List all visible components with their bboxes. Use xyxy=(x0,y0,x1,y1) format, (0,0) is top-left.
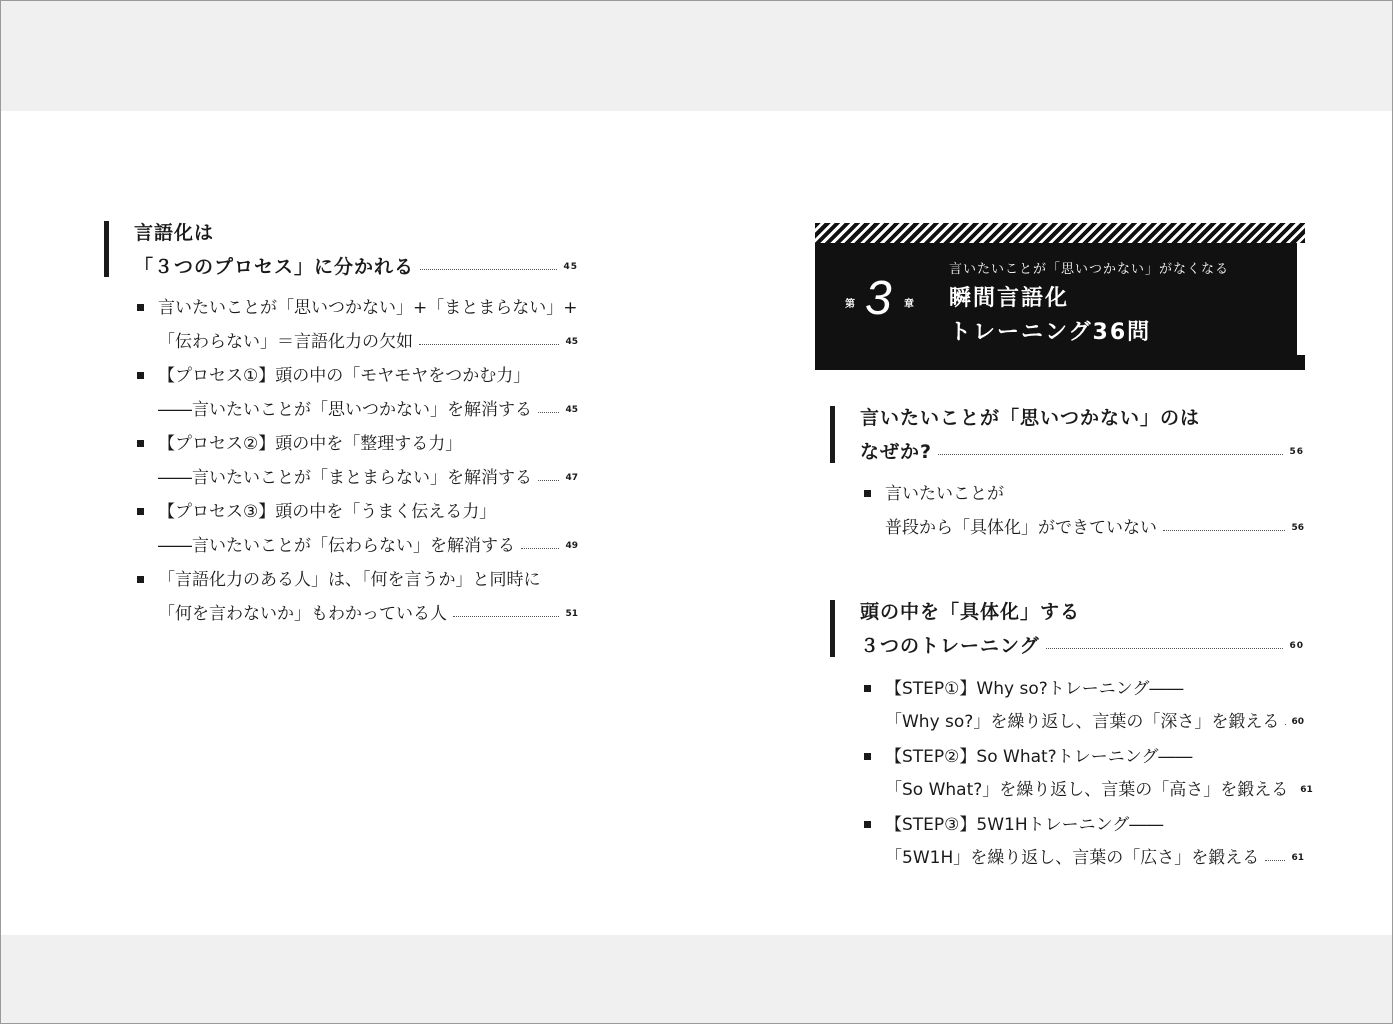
chapter-subtitle: 言いたいことが「思いつかない」がなくなる xyxy=(949,262,1230,277)
dot-leader xyxy=(420,269,557,270)
toc-item-line2 xyxy=(885,779,1313,801)
section-title-text: なぜか? xyxy=(860,441,933,463)
page-number: 56 xyxy=(1289,447,1304,457)
toc-item-line2 xyxy=(158,535,578,557)
toc-item-line1 xyxy=(158,569,578,591)
page-number: 45 xyxy=(565,405,578,415)
toc-item-text: 普段から「具体化」ができていない xyxy=(885,518,1157,538)
section-title-line2 xyxy=(860,634,1304,658)
section-title-line2 xyxy=(860,440,1304,464)
section-title-text: 「３つのプロセス」に分かれる xyxy=(134,256,415,278)
bullet-icon xyxy=(137,440,144,447)
chapter-header xyxy=(815,223,1305,370)
bullet-icon xyxy=(864,753,871,760)
toc-item-text: 【プロセス②】頭の中を「整理する力」 xyxy=(158,434,463,454)
page-number: 45 xyxy=(563,262,578,272)
page-number: 56 xyxy=(1291,523,1304,533)
toc-item-line1 xyxy=(885,814,1305,836)
toc-item-text: ――言いたいことが「まとまらない」を解消する xyxy=(158,468,532,488)
section-title-line2 xyxy=(134,255,578,279)
bullet-icon xyxy=(137,372,144,379)
toc-item-line2 xyxy=(158,331,578,353)
section-title-line1 xyxy=(860,600,1300,624)
page-number: 60 xyxy=(1289,641,1304,651)
chapter-title-line2: トレーニング36問 xyxy=(949,320,1152,345)
toc-item-line2 xyxy=(158,603,578,625)
toc-item-text: 「Why so?」を繰り返し、言葉の「深さ」を鍛える xyxy=(885,712,1280,732)
chapter-title-line1: 瞬間言語化 xyxy=(949,286,1070,311)
chapter-number: 3 xyxy=(865,272,892,325)
page-number: 51 xyxy=(565,609,578,619)
dot-leader xyxy=(1046,648,1284,649)
toc-item-line2 xyxy=(885,711,1304,733)
toc-item-line2 xyxy=(885,517,1304,539)
dot-leader xyxy=(938,454,1283,455)
section-title-text: 頭の中を「具体化」する xyxy=(860,601,1081,623)
page-number: 45 xyxy=(565,337,578,347)
bullet-icon xyxy=(864,685,871,692)
toc-item-text: 【プロセス①】頭の中の「モヤモヤをつかむ力」 xyxy=(158,366,531,386)
toc-item-text: ――言いたいことが「思いつかない」を解消する xyxy=(158,400,532,420)
bullet-icon xyxy=(137,304,144,311)
toc-item-line2 xyxy=(158,399,578,421)
toc-item-line1 xyxy=(158,433,578,455)
chapter-suffix: 章 xyxy=(904,299,914,310)
dot-leader xyxy=(1163,530,1285,531)
toc-item-line1 xyxy=(158,365,578,387)
section-title-line1 xyxy=(860,406,1300,430)
toc-item-text: 「5W1H」を繰り返し、言葉の「広さ」を鍛える xyxy=(885,848,1260,868)
toc-item-text: 「伝わらない」＝言語化力の欠如 xyxy=(158,332,413,352)
toc-item-text: 【プロセス③】頭の中を「うまく伝える力」 xyxy=(158,502,497,522)
toc-item-text: 【STEP②】So What?トレーニング―― xyxy=(885,747,1193,767)
section-title-line1 xyxy=(134,221,574,245)
bullet-icon xyxy=(137,508,144,515)
toc-item-line1 xyxy=(885,678,1305,700)
bullet-icon xyxy=(864,821,871,828)
page-number: 61 xyxy=(1291,853,1304,863)
hatch-pattern xyxy=(815,223,1305,243)
page-number: 47 xyxy=(565,473,578,483)
toc-item-text: 【STEP③】5W1Hトレーニング―― xyxy=(885,815,1164,835)
toc-item-text: 言いたいことが xyxy=(885,484,1004,504)
toc-item-line1 xyxy=(885,746,1305,768)
dot-leader xyxy=(538,480,559,481)
section-title-text: 言語化は xyxy=(134,222,215,244)
dot-leader xyxy=(521,548,559,549)
dot-leader xyxy=(1265,860,1285,861)
toc-item-line1 xyxy=(885,483,1305,505)
dot-leader xyxy=(419,344,559,345)
dot-leader xyxy=(453,616,559,617)
toc-item-line1 xyxy=(158,297,578,319)
section-bar xyxy=(830,600,835,657)
toc-item-text: 【STEP①】Why so?トレーニング―― xyxy=(885,679,1184,699)
toc-item-text: 「何を言わないか」もわかっている人 xyxy=(158,604,447,624)
bullet-icon xyxy=(137,576,144,583)
section-title-text: 言いたいことが「思いつかない」のは xyxy=(860,407,1201,429)
toc-item-text: 言いたいことが「思いつかない」+「まとまらない」+ xyxy=(158,298,578,318)
section-bar xyxy=(104,221,109,277)
toc-item-line2 xyxy=(885,847,1304,869)
toc-item-text: 「So What?」を繰り返し、言葉の「高さ」を鍛える xyxy=(885,780,1289,800)
toc-item-text: ――言いたいことが「伝わらない」を解消する xyxy=(158,536,515,556)
toc-item-text: 「言語化力のある人」は、「何を言うか」と同時に xyxy=(158,570,541,590)
toc-item-line1 xyxy=(158,501,578,523)
bullet-icon xyxy=(864,490,871,497)
chapter-edge xyxy=(1297,243,1305,355)
chapter-prefix: 第 xyxy=(845,299,855,310)
page-number: 49 xyxy=(565,541,578,551)
section-title-text: ３つのトレーニング xyxy=(860,635,1040,657)
toc-item-line2 xyxy=(158,467,578,489)
dot-leader xyxy=(538,412,559,413)
page-number: 61 xyxy=(1300,785,1313,795)
section-bar xyxy=(830,406,835,463)
page-number: 60 xyxy=(1291,717,1304,727)
